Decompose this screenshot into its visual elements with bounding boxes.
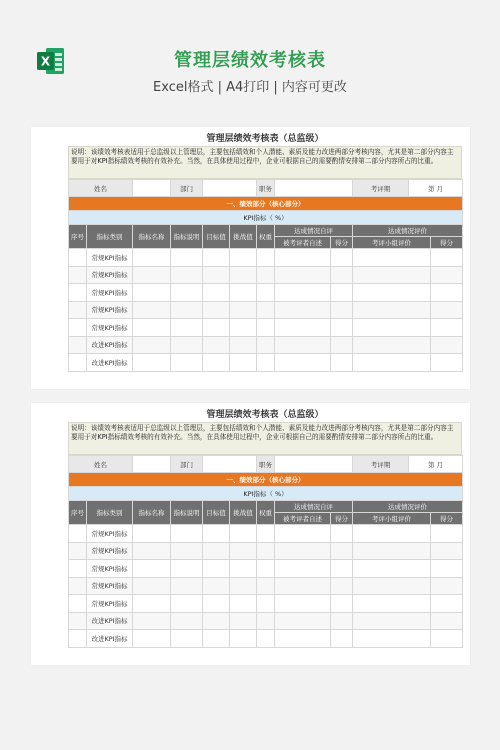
table-row <box>69 525 463 543</box>
col-name: 指标名称 <box>133 501 171 525</box>
page-header <box>0 0 500 120</box>
table-row <box>69 542 463 560</box>
section-row <box>69 473 463 487</box>
col-explain: 指标说明 <box>171 225 203 249</box>
dept-value[interactable] <box>203 180 257 197</box>
dept-value[interactable] <box>203 456 257 473</box>
row-category: 改进KPI指标 <box>87 336 133 354</box>
col-eval-group: 达成情况评价 <box>353 225 463 237</box>
col-challenge: 挑战值 <box>230 501 257 525</box>
row-category: 常规KPI指标 <box>87 525 133 543</box>
col-eval-note: 考评小组评价 <box>353 513 431 525</box>
col-target: 目标值 <box>203 225 230 249</box>
col-self-group: 达成情况自评 <box>275 225 353 237</box>
period-label: 考评期 <box>353 180 409 197</box>
name-value[interactable] <box>133 180 171 197</box>
kpi-row <box>69 211 463 225</box>
sheet-description: 说明：该绩效考核表适用于总监级以上管理层，主要包括绩效和个人潜能、素质及能力改进两部分考核内容，尤其是第二部分内容主要用于对KPI指标绩效考核的有效补充。当然，在具体使用过程中，企业可根据自己的需要酌情安排第二部分内容所占的比重。 <box>68 422 462 455</box>
table-row <box>69 301 463 319</box>
info-row <box>69 456 463 473</box>
col-challenge: 挑战值 <box>230 225 257 249</box>
col-weight: 权重 <box>257 501 275 525</box>
sheet-description: 说明：该绩效考核表适用于总监级以上管理层，主要包括绩效和个人潜能、素质及能力改进两部分考核内容，尤其是第二部分内容主要用于对KPI指标绩效考核的有效补充。当然，在具体使用过程中，企业可根据自己的需要酌情安排第二部分内容所占的比重。 <box>68 146 462 179</box>
col-eval-group: 达成情况评价 <box>353 501 463 513</box>
section-row <box>69 197 463 211</box>
table-row <box>69 319 463 337</box>
col-eval-score: 得分 <box>431 513 463 525</box>
header-row-1 <box>69 501 463 513</box>
row-category: 常规KPI指标 <box>87 577 133 595</box>
row-category: 常规KPI指标 <box>87 249 133 267</box>
dept-label: 部门 <box>171 180 203 197</box>
post-label: 职务 <box>257 180 275 197</box>
row-category: 常规KPI指标 <box>87 319 133 337</box>
col-self-score: 得分 <box>331 513 353 525</box>
table-row <box>69 630 463 648</box>
table-row <box>69 354 463 372</box>
kpi-row <box>69 487 463 501</box>
kpi-label: KPI指标（ %） <box>69 487 463 501</box>
table-row <box>69 560 463 578</box>
table-row <box>69 249 463 267</box>
section-title: 一、绩效部分（核心部分） <box>69 473 463 487</box>
table-row <box>69 336 463 354</box>
name-label: 姓名 <box>69 456 133 473</box>
kpi-table <box>68 179 463 372</box>
page-title: 管理层绩效考核表 <box>174 50 326 71</box>
table-row <box>69 595 463 613</box>
dept-label: 部门 <box>171 456 203 473</box>
col-self-note: 被考评者自述 <box>275 237 331 249</box>
col-no: 序号 <box>69 501 87 525</box>
col-category: 指标类别 <box>87 501 133 525</box>
row-category: 改进KPI指标 <box>87 630 133 648</box>
row-category: 改进KPI指标 <box>87 354 133 372</box>
period-label: 考评期 <box>353 456 409 473</box>
row-category: 常规KPI指标 <box>87 266 133 284</box>
info-row <box>69 180 463 197</box>
page-subtitle: Excel格式 | A4打印 | 内容可更改 <box>153 80 347 95</box>
row-category: 常规KPI指标 <box>87 284 133 302</box>
col-explain: 指标说明 <box>171 501 203 525</box>
sheet-preview-1 <box>31 127 470 389</box>
col-target: 目标值 <box>203 501 230 525</box>
header-row-1 <box>69 225 463 237</box>
kpi-label: KPI指标（ %） <box>69 211 463 225</box>
col-eval-score: 得分 <box>431 237 463 249</box>
svg-text:X: X <box>40 54 51 69</box>
row-category: 常规KPI指标 <box>87 595 133 613</box>
row-category: 改进KPI指标 <box>87 612 133 630</box>
row-category: 常规KPI指标 <box>87 560 133 578</box>
col-name: 指标名称 <box>133 225 171 249</box>
sheet-title: 管理层绩效考核表（总监级） <box>206 410 324 420</box>
table-row <box>69 284 463 302</box>
sheet-preview-2 <box>31 403 470 665</box>
col-self-note: 被考评者自述 <box>275 513 331 525</box>
sheet-title: 管理层绩效考核表（总监级） <box>206 134 324 144</box>
kpi-table <box>68 455 463 648</box>
table-row <box>69 612 463 630</box>
col-self-score: 得分 <box>331 237 353 249</box>
table-row <box>69 266 463 284</box>
post-value[interactable] <box>275 180 353 197</box>
table-row <box>69 577 463 595</box>
section-title: 一、绩效部分（核心部分） <box>69 197 463 211</box>
name-value[interactable] <box>133 456 171 473</box>
period-value[interactable]: 第 月 <box>409 180 463 197</box>
post-value[interactable] <box>275 456 353 473</box>
post-label: 职务 <box>257 456 275 473</box>
col-eval-note: 考评小组评价 <box>353 237 431 249</box>
row-category: 常规KPI指标 <box>87 301 133 319</box>
name-label: 姓名 <box>69 180 133 197</box>
col-category: 指标类别 <box>87 225 133 249</box>
col-no: 序号 <box>69 225 87 249</box>
col-self-group: 达成情况自评 <box>275 501 353 513</box>
col-weight: 权重 <box>257 225 275 249</box>
period-value[interactable]: 第 月 <box>409 456 463 473</box>
row-category: 常规KPI指标 <box>87 542 133 560</box>
